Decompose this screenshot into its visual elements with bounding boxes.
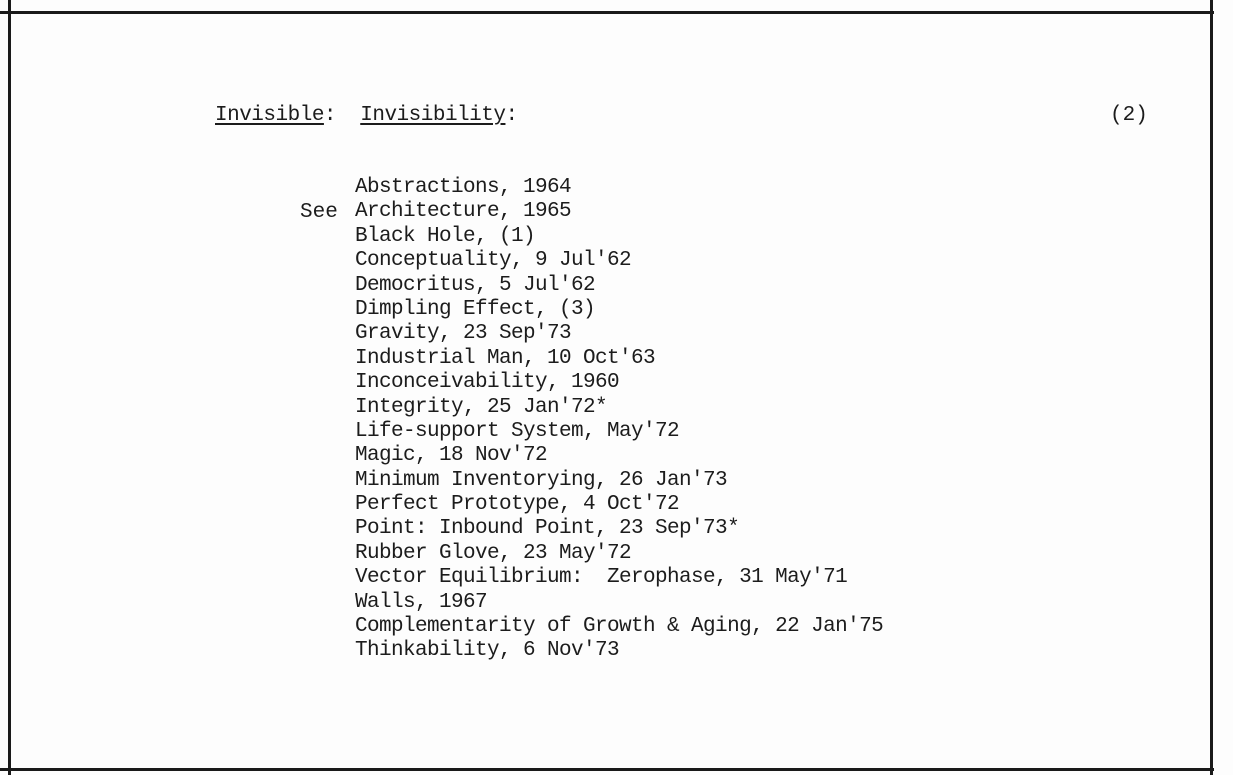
list-item: Vector Equilibrium: Zerophase, 31 May'71 (355, 566, 848, 590)
list-item: Inconceivability, 1960 (355, 371, 620, 395)
page-number: (2) (1110, 104, 1148, 127)
top-border-rule (0, 11, 1214, 14)
cross-reference-list (355, 176, 883, 664)
list-item: Thinkability, 6 Nov'73 (355, 639, 620, 663)
heading-colon: : (505, 104, 518, 127)
list-item: Conceptuality, 9 Jul'62 (355, 249, 632, 273)
heading-term-invisible: Invisible (215, 104, 324, 127)
list-item: Gravity, 23 Sep'73 (355, 322, 572, 346)
list-item: Architecture, 1965 (355, 200, 572, 224)
list-item: Minimum Inventorying, 26 Jan'73 (355, 468, 728, 492)
list-item: Integrity, 25 Jan'72* (355, 395, 608, 419)
right-border-rule (1210, 0, 1213, 775)
list-item: Point: Inbound Point, 23 Sep'73* (355, 517, 740, 541)
list-item: Black Hole, (1) (355, 224, 536, 248)
list-item: Complementarity of Growth & Aging, 22 Jan'75 (355, 615, 884, 639)
list-item: Dimpling Effect, (3) (355, 297, 596, 321)
left-border-rule (8, 0, 11, 775)
list-item: Perfect Prototype, 4 Oct'72 (355, 493, 680, 517)
see-label: See (300, 201, 338, 224)
list-item: Magic, 18 Nov'72 (355, 444, 548, 468)
heading-separator: : (323, 104, 361, 127)
list-item: Industrial Man, 10 Oct'63 (355, 346, 656, 370)
list-item: Abstractions, 1964 (355, 176, 572, 199)
list-item: Walls, 1967 (355, 590, 488, 614)
list-item: Life-support System, May'72 (355, 419, 680, 443)
bottom-border-rule (0, 768, 1214, 771)
list-item: Rubber Glove, 23 May'72 (355, 541, 632, 565)
card-heading (215, 104, 518, 127)
list-item: Democritus, 5 Jul'62 (355, 273, 596, 297)
heading-term-invisibility: Invisibility (360, 104, 506, 127)
